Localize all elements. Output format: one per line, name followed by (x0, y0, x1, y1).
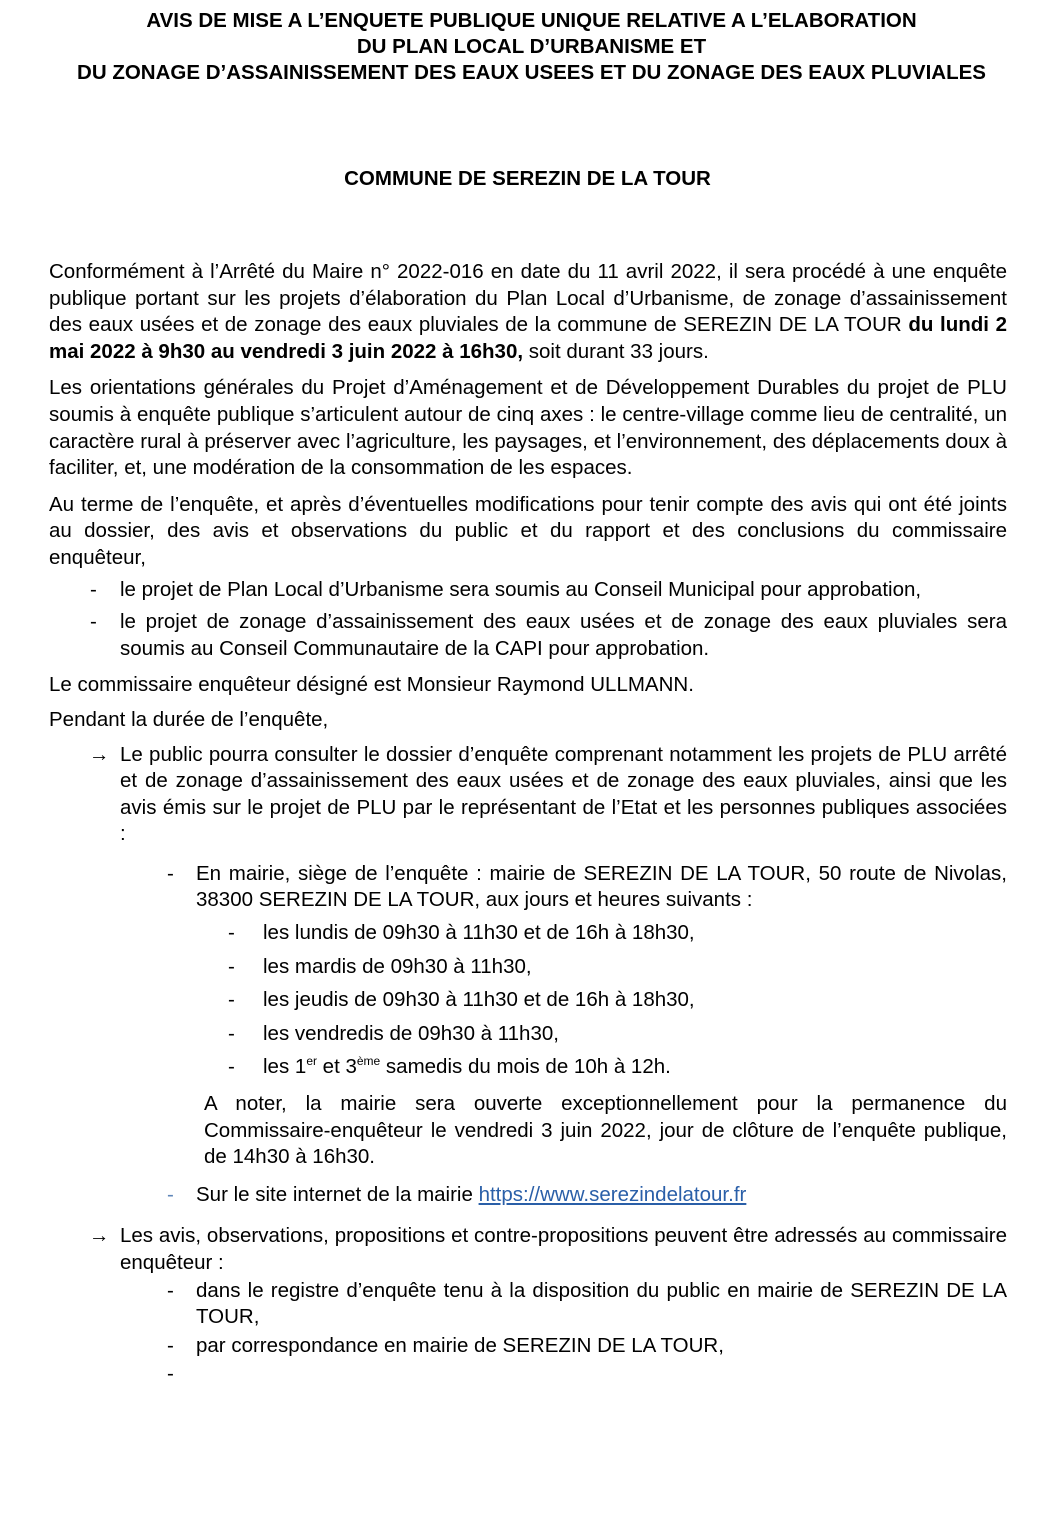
samedis-sup-1: er (306, 1054, 317, 1069)
dash-marker: - (90, 610, 97, 634)
mairie-text: En mairie, siège de l’enquête : mairie de SEREZIN DE LA TOUR, 50 route de Nivolas, 38300 SEREZIN DE LA TOUR, aux jours et heures suivants : (196, 861, 1007, 912)
hours-text: les jeudis de 09h30 à 11h30 et de 16h à 18h30, (263, 988, 695, 1012)
dash-marker: - (167, 1333, 174, 1357)
intro-paragraph (49, 259, 1007, 365)
samedis-text (263, 1055, 671, 1078)
hours-text: les lundis de 09h30 à 11h30 et de 16h à 18h30, (263, 921, 695, 945)
avis-item-correspondance (49, 1333, 1007, 1360)
samedis-mid: et 3 (316, 1055, 357, 1079)
dash-marker: - (90, 577, 97, 601)
avis-item-empty (49, 1361, 1007, 1387)
hours-item-vendredis (49, 1021, 1007, 1048)
avis-item-registre (49, 1278, 1007, 1331)
consult-item (49, 742, 1007, 848)
terme-item-plu (49, 577, 1007, 604)
arrow-icon: → (89, 742, 110, 766)
commune-heading: COMMUNE DE SEREZIN DE LA TOUR (344, 167, 711, 190)
samedis-sup-2: ème (356, 1054, 381, 1069)
dash-marker: - (228, 921, 235, 945)
notice-title (0, 8, 1063, 86)
dash-marker: - (167, 1278, 174, 1302)
dash-marker: - (167, 1182, 174, 1206)
hours-item-mardis (49, 954, 1007, 981)
document-body (49, 259, 1007, 1387)
terme-item-zonage (49, 609, 1007, 662)
orientations-paragraph: Les orientations générales du Projet d’Aménagement et de Développement Durables du projet de PLU soumis à enquête publique s’articulent autour de cinq axes : le centre-village comme lieu de centralité, un caractère rural à préserver avec l’agriculture, les paysages, et l’environnement, des déplacements doux à faciliter, et, une modération de la consommation de les espaces. (49, 376, 1007, 480)
title-line-2: DU PLAN LOCAL D’URBANISME ET (356, 35, 707, 58)
title-line-1: AVIS DE MISE A L’ENQUETE PUBLIQUE UNIQUE RELATIVE A L’ELABORATION (146, 9, 917, 32)
avis-item-text: dans le registre d’enquête tenu à la disposition du public en mairie de SEREZIN DE LA TOUR, (196, 1278, 1007, 1329)
commissaire-paragraph: Le commissaire enquêteur désigné est Monsieur Raymond ULLMANN. (49, 673, 694, 697)
site-text: Sur le site internet de la mairie (196, 1182, 479, 1206)
hours-item-jeudis (49, 987, 1007, 1014)
dash-marker: - (167, 1362, 174, 1386)
avis-text: Les avis, observations, propositions et contre-propositions peuvent être adressés au commissaire enquêteur : (120, 1224, 1007, 1274)
avis-item (49, 1223, 1007, 1276)
title-line-3: DU ZONAGE D’ASSAINISSEMENT DES EAUX USEES ET DU ZONAGE DES EAUX PLUVIALES (77, 61, 986, 84)
site-item (49, 1182, 1007, 1209)
avis-item-text: par correspondance en mairie de SEREZIN DE LA TOUR, (196, 1333, 724, 1357)
intro-text: Conformément à l’Arrêté du Maire n° 2022-016 en date du 11 avril 2022, il sera procédé à une enquête publique portant sur les projets d’élaboration du Plan Local d’Urbanisme, de zonage d’assainissement des eaux usées et de zonage des eaux pluviales de la commune de SEREZIN DE LA TOUR (49, 260, 1007, 337)
intro-duration: soit durant 33 jours. (523, 339, 709, 363)
website-link[interactable]: https://www.serezindelatour.fr (478, 1182, 747, 1206)
mairie-item (49, 861, 1007, 914)
terme-item-text: le projet de zonage d’assainissement des eaux usées et de zonage des eaux pluviales sera soumis au Conseil Communautaire de la CAPI pour approbation. (120, 610, 1007, 660)
dash-marker: - (228, 988, 235, 1012)
arrow-icon: → (89, 1224, 110, 1248)
terme-item-text: le projet de Plan Local d’Urbanisme sera soumis au Conseil Municipal pour approbation, (120, 577, 922, 601)
terme-paragraph: Au terme de l’enquête, et après d’éventuelles modifications pour tenir compte des avis qui ont été joints au dossier, des avis et observations du public et du rapport et des conclusions du commissaire enquêteur, (49, 492, 1007, 569)
hours-text: les vendredis de 09h30 à 11h30, (263, 1021, 559, 1045)
dash-marker: - (228, 1055, 235, 1079)
consult-text: Le public pourra consulter le dossier d’enquête comprenant notamment les projets de PLU arrêté et de zonage d’assainissement des eaux usées et de zonage des eaux pluviales, ainsi que les avis émis sur le projet de PLU par le représentant de l’Etat et les personnes publiques associées : (120, 742, 1007, 846)
hours-item-lundis (49, 920, 1007, 947)
dash-marker: - (228, 954, 235, 978)
hours-item-samedis (49, 1054, 1007, 1081)
hours-text: les mardis de 09h30 à 11h30, (263, 954, 532, 978)
samedis-post: samedis du mois de 10h à 12h. (380, 1055, 671, 1079)
samedis-pre: les 1 (263, 1055, 307, 1079)
note-paragraph: A noter, la mairie sera ouverte exceptionnellement pour la permanence du Commissaire-enquêteur le vendredi 3 juin 2022, jour de clôture de l’enquête publique, de 14h30 à 16h30. (204, 1092, 1007, 1169)
dash-marker: - (228, 1021, 235, 1045)
pendant-paragraph: Pendant la durée de l’enquête, (49, 707, 329, 731)
dash-marker: - (167, 861, 174, 885)
enquiry-dates: du lundi 2 mai 2022 à 9h30 au vendredi 3 juin 2022 à 16h30, (49, 313, 1008, 363)
